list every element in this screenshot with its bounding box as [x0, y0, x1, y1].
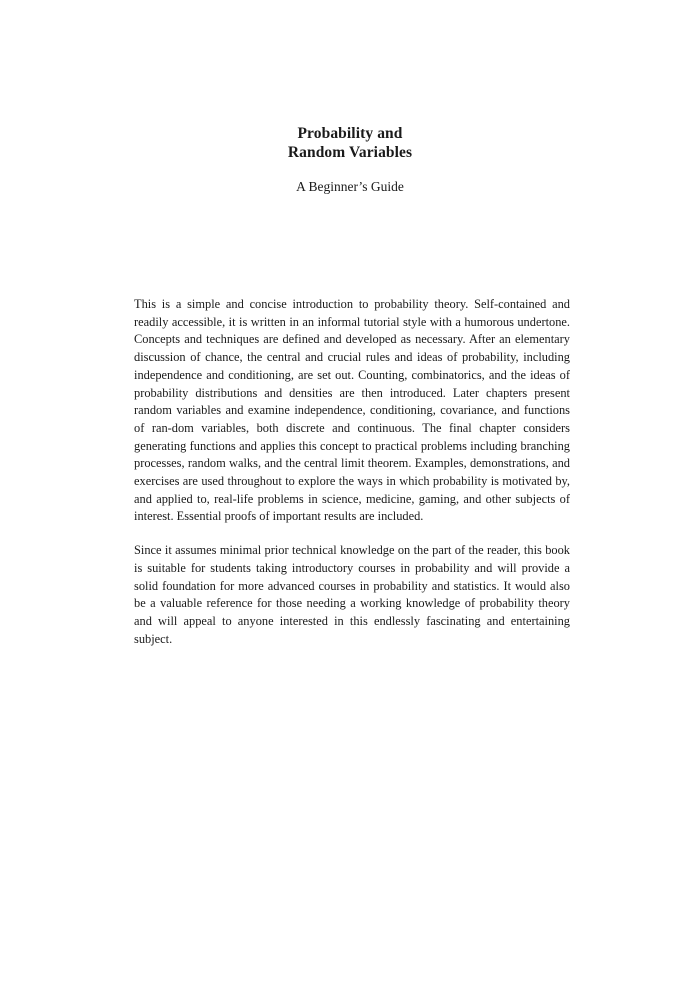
book-title-line-2: Random Variables: [287, 144, 413, 161]
description-paragraph-1: This is a simple and concise introduction to probability theory. Self-contained and readily accessible, it is written in an informal tutorial style with a humorous undertone. Concepts and techniques are defined and developed as necessary. After an elementary discussion of chance, the central and crucial rules and ideas of probability, including independence and conditioning, are set out. Counting, combinatorics, and the ideas of probability distributions and densities are then introduced. Later chapters present random variables and examine independence, conditioning, covariance, and functions of ran-dom variables, both discrete and continuous. The final chapter considers generating functions and applies this concept to practical problems including branching processes, random walks, and the central limit theorem. Examples, demonstrations, and exercises are used throughout to explore the ways in which probability is motivated by, and applied to, real-life problems in science, medicine, gaming, and other subjects of interest. Essential proofs of important results are included.: [134, 297, 570, 524]
book-description: [134, 296, 570, 664]
book-title: [0, 124, 700, 162]
book-title-line-1: Probability and: [297, 125, 403, 142]
book-subtitle: A Beginner’s Guide: [296, 179, 404, 194]
description-paragraph-2: Since it assumes minimal prior technical knowledge on the part of the reader, this book is suitable for students taking introductory courses in probability and will provide a solid foundation for more advanced courses in probability and statistics. It would also be a valuable reference for those needing a working knowledge of probability theory and will appeal to anyone interested in this endlessly fascinating and entertaining subject.: [134, 543, 570, 646]
